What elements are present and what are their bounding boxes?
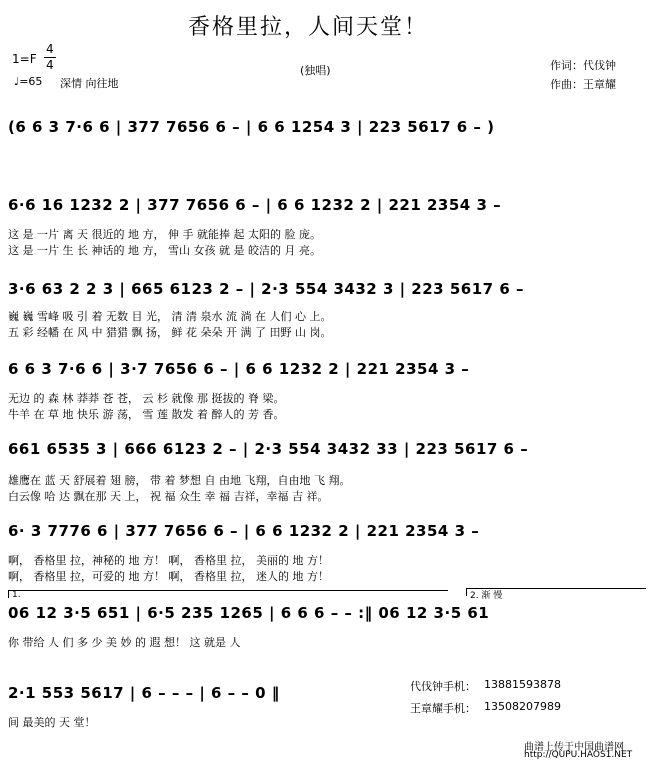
score-system-4-notes: 6 6 3 7·6 6 | 3·7 7656 6 – | 6 6 1232 2 | 221 2354 3 – bbox=[8, 360, 470, 378]
score-system-2-notes: 6·6 16 1232 2 | 377 7656 6 – | 6 6 1232 2 | 221 2354 3 – bbox=[8, 196, 502, 214]
score-system-5-lyrics-verse2: 白云像 哈 达 飘在那 天 上， 祝 福 众生 幸 福 吉祥，幸福 吉 祥。 bbox=[8, 490, 329, 503]
score-system-8-lyrics: 间 最美的 天 堂！ bbox=[8, 716, 96, 729]
score-system-7-lyrics: 你 带给 人 们 多 少 美 妙 的 遐 想！ 这 就是 人 bbox=[8, 636, 241, 649]
score-system-2-lyrics-verse2: 这 是 一片 生 长 神话的 地 方， 雪山 女孩 就 是 皎洁的 月 亮。 bbox=[8, 244, 321, 257]
score-system-3-lyrics-verse2: 五 彩 经幡 在 风 中 猎猎 飘 扬， 鲜 花 朵朵 开 满 了 田野 山 岗。 bbox=[8, 326, 332, 339]
footer-source-text: 曲谱上传于中国曲谱网 bbox=[524, 742, 624, 753]
volta-first-ending: 1. bbox=[12, 590, 21, 600]
score-system-4-lyrics-verse2: 牛羊 在 草 地 快乐 游 荡， 雪 莲 散发 着 醉人的 芳 香。 bbox=[8, 408, 285, 421]
performance-type: (独唱) bbox=[300, 64, 331, 77]
score-system-3-notes: 3·6 63 2 2 3 | 665 6123 2 – | 2·3 554 3432 3 | 223 5617 6 – bbox=[8, 280, 524, 298]
contact-phone-2: 13508207989 bbox=[484, 700, 561, 713]
score-system-2-lyrics-verse1: 这 是 一片 离 天 很近的 地 方， 伸 手 就能捧 起 太阳的 脸 庞。 bbox=[8, 228, 321, 241]
contact-label-2: 王章耀手机： bbox=[410, 702, 476, 715]
volta-second-ending: 2. 渐 慢 bbox=[470, 591, 503, 601]
score-system-6-lyrics-verse2: 啊， 香格里 拉，可爱的 地 方！ 啊， 香格里 拉， 迷人的 地 方！ bbox=[8, 570, 329, 583]
key-signature: 1=F bbox=[12, 52, 37, 66]
mood-marking: 深情 向往地 bbox=[60, 77, 119, 90]
score-system-5-lyrics-verse1: 雄鹰在 蓝 天 舒展着 翅 膀， 带 着 梦想 自 由地 飞翔，自由地 飞 翔。 bbox=[8, 474, 351, 487]
composer-credit: 作曲：王章耀 bbox=[550, 78, 616, 91]
time-signature-top: 4 bbox=[46, 42, 54, 56]
footer-url: http://QUPU.HAOS1.NET bbox=[524, 750, 633, 760]
tempo-marking: ♩=65 bbox=[14, 75, 43, 88]
contact-phone-1: 13881593878 bbox=[484, 678, 561, 691]
page-title: 香格里拉，人间天堂！ bbox=[188, 15, 429, 40]
score-system-3-lyrics-verse1: 巍 巍 雪峰 吸 引 着 无数 目 光， 清 清 泉水 流 淌 在 人们 心 上。 bbox=[8, 310, 332, 323]
score-system-5-notes: 661 6535 3 | 666 6123 2 – | 2·3 554 3432 33 | 223 5617 6 – bbox=[8, 440, 529, 458]
score-system-1-notes: (6 6 3 7·6 6 | 377 7656 6 – | 6 6 1254 3 | 223 5617 6 – ) bbox=[8, 118, 495, 136]
time-signature-bottom: 4 bbox=[46, 58, 54, 72]
score-system-8-notes: 2·1 553 5617 | 6 – – – | 6 – – 0 ‖ bbox=[8, 684, 280, 702]
lyricist-credit: 作词：代伐钟 bbox=[550, 59, 616, 72]
contact-label-1: 代伐钟手机： bbox=[410, 680, 476, 693]
score-system-6-notes: 6· 3 7776 6 | 377 7656 6 – | 6 6 1232 2 | 221 2354 3 – bbox=[8, 522, 480, 540]
score-system-6-lyrics-verse1: 啊， 香格里 拉，神秘的 地 方！ 啊， 香格里 拉， 美丽的 地 方！ bbox=[8, 554, 329, 567]
score-system-7-notes: 06 12 3·5 651 | 6·5 235 1265 | 6 6 6 – – :‖ 06 12 3·5 61 bbox=[8, 604, 490, 622]
score-system-4-lyrics-verse1: 无边 的 森 林 莽莽 苍 苍， 云 杉 就像 那 挺拔的 脊 梁。 bbox=[8, 392, 285, 405]
